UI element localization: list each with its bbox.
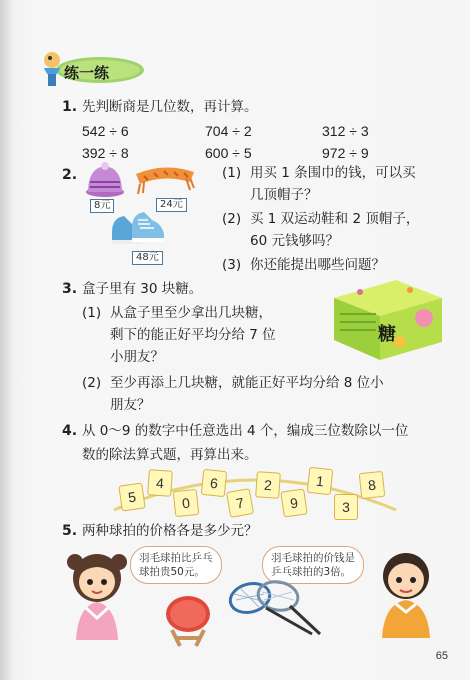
- q2-part-text: 60 元钱够吗？: [250, 233, 339, 249]
- q1-expr: 972 ÷ 9: [322, 145, 369, 161]
- q3-part-text: 剩下的能正好平均分给 7 位: [110, 327, 276, 343]
- bubble-right-line: 羽毛球拍的价钱是: [271, 552, 355, 564]
- digit-card: 8: [359, 471, 386, 499]
- q1-expr: 392 ÷ 8: [82, 145, 129, 161]
- page-number: 65: [435, 650, 448, 662]
- q2-part-label: (3): [222, 257, 242, 273]
- shoes-price-tag: 48元: [132, 251, 163, 265]
- digit-card: 4: [147, 469, 173, 497]
- candy-box-label: 糖: [378, 324, 396, 345]
- digit-card: 9: [280, 488, 307, 517]
- q3-part-text: 至少再添上几块糖，就能正好平均分给 8 位小: [110, 375, 384, 391]
- q1-expr: 704 ÷ 2: [205, 123, 252, 139]
- q5-number: 5.: [62, 523, 78, 539]
- q1-expr: 312 ÷ 3: [322, 123, 369, 139]
- q5-prompt: 两种球拍的价格各是多少元？: [82, 523, 258, 539]
- digit-card: 7: [226, 488, 254, 518]
- q4-number: 4.: [62, 423, 78, 439]
- q2-part-label: (2): [222, 211, 242, 227]
- boy-character-icon: [374, 546, 438, 638]
- girl-character-icon: [66, 548, 128, 640]
- bubble-left: [130, 546, 222, 584]
- q4-text: 从 0～9 的数字中任意选出 4 个，编成三位数除以一位: [82, 423, 409, 439]
- q2-part-text: 买 1 双运动鞋和 2 顶帽子，: [250, 211, 420, 227]
- q2-part-text: 用买 1 条围巾的钱，可以买: [250, 165, 416, 181]
- q1-expr: 542 ÷ 6: [82, 123, 129, 139]
- q3-prompt: 盒子里有 30 块糖。: [82, 281, 203, 297]
- digit-card: 1: [307, 467, 334, 495]
- bubble-right-line: 乒乓球拍的3倍。: [271, 566, 352, 578]
- candy-box-icon: [330, 276, 446, 362]
- badminton-racket-icon: [220, 576, 330, 640]
- q3-number: 3.: [62, 281, 78, 297]
- scarf-price-tag: 24元: [156, 198, 187, 212]
- q1-prompt: 先判断商是几位数，再计算。: [82, 99, 258, 115]
- q3-part-label: (2): [82, 375, 102, 391]
- sneakers-icon: [110, 206, 166, 248]
- digit-card: 5: [118, 482, 145, 511]
- digit-card: 6: [201, 469, 228, 497]
- q3-part-text: 从盒子里至少拿出几块糖，: [110, 305, 272, 321]
- digit-card: 0: [173, 489, 200, 517]
- q2-part-text: 几顶帽子？: [250, 187, 318, 203]
- bubble-left-line: 羽毛球拍比乒乓: [139, 552, 213, 564]
- digit-card: 2: [255, 471, 281, 499]
- section-title: 练一练: [64, 64, 110, 82]
- hat-price-tag: 8元: [90, 199, 114, 213]
- ping-pong-paddle-icon: [158, 590, 218, 650]
- q2-number: 2.: [62, 167, 78, 183]
- q4-text: 数的除法算式题，再算出来。: [82, 447, 258, 463]
- q2-part-text: 你还能提出哪些问题？: [250, 257, 385, 273]
- bubble-left-line: 球拍贵50元。: [139, 566, 205, 578]
- knit-hat-icon: [84, 162, 126, 198]
- scarf-icon: [134, 164, 196, 196]
- q3-part-text: 小朋友？: [110, 349, 164, 365]
- q1-expr: 600 ÷ 5: [205, 145, 252, 161]
- q2-part-label: (1): [222, 165, 242, 181]
- q1-number: 1.: [62, 99, 78, 115]
- digit-card: 3: [334, 494, 358, 520]
- q3-part-text: 朋友？: [110, 397, 151, 413]
- q3-part-label: (1): [82, 305, 102, 321]
